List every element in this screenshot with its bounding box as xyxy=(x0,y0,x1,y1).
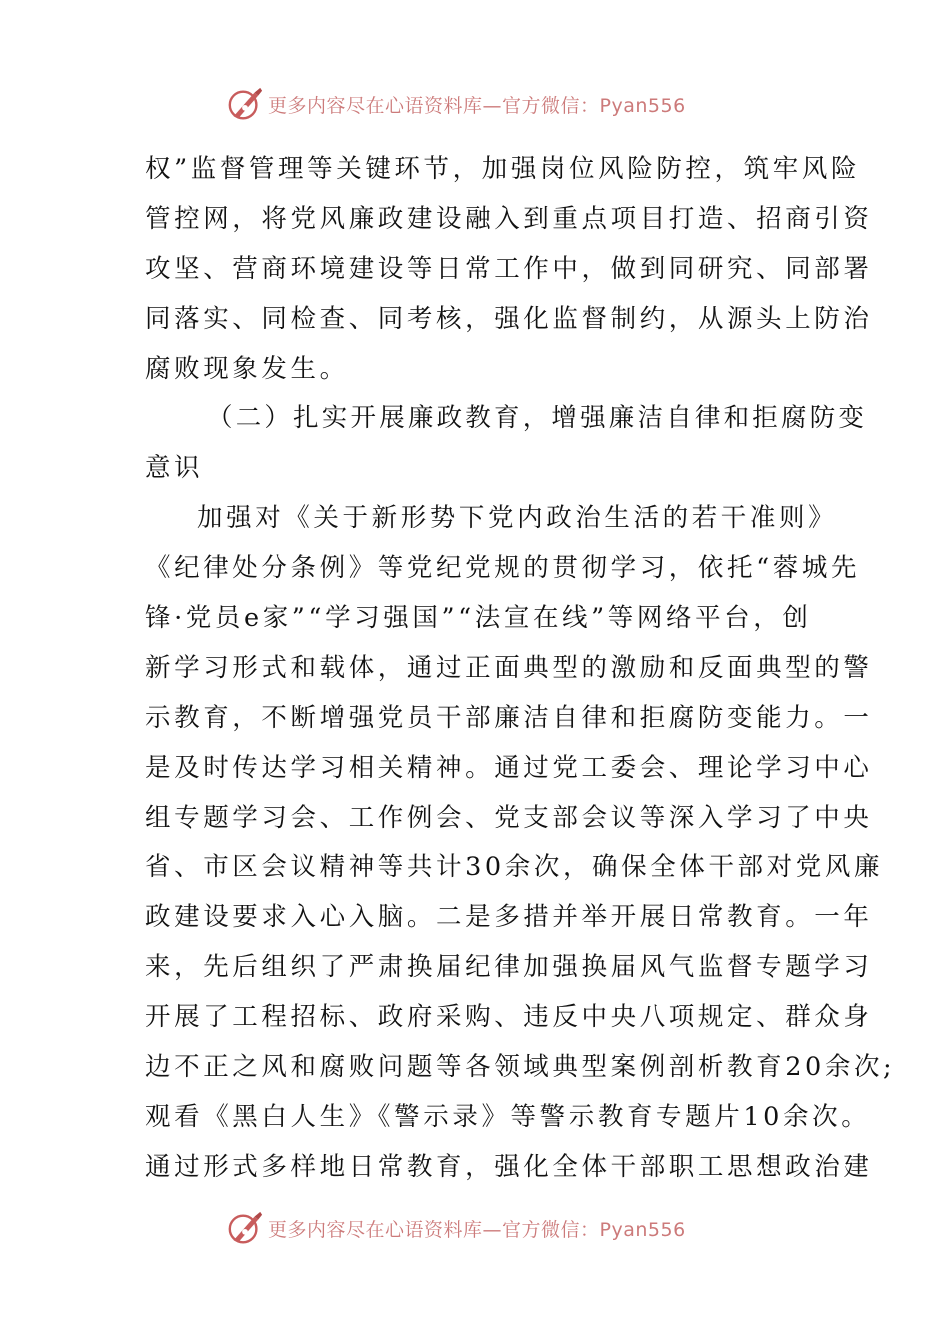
body-line: 通过形式多样地日常教育，强化全体干部职工思想政治建 xyxy=(145,1151,873,1182)
pen-logo-icon xyxy=(226,1209,264,1247)
header-watermark xyxy=(226,84,746,124)
paragraph-start: 加强对《关于新形势下党内政治生活的若干准则》 xyxy=(197,503,838,534)
body-line: 组专题学习会、工作例会、党支部会议等深入学习了中央 xyxy=(145,802,873,833)
watermark-text: 更多内容尽在心语资料库—官方微信：Pyan556 xyxy=(268,1218,686,1241)
body-line: 《纪律处分条例》等党纪党规的贯彻学习，依托“蓉城先 xyxy=(145,553,861,584)
section-heading: （二）扎实开展廉政教育，增强廉洁自律和拒腐防变 xyxy=(207,403,868,434)
pen-logo-icon xyxy=(226,85,264,123)
body-line: 开展了工程招标、政府采购、违反中央八项规定、群众身 xyxy=(145,1002,873,1033)
body-line: 新学习形式和载体，通过正面典型的激励和反面典型的警 xyxy=(145,652,873,683)
watermark-text: 更多内容尽在心语资料库—官方微信：Pyan556 xyxy=(268,94,686,117)
body-line: 示教育，不断增强党员干部廉洁自律和拒腐防变能力。一 xyxy=(145,702,873,733)
body-line: 来，先后组织了严肃换届纪律加强换届风气监督专题学习 xyxy=(145,952,873,983)
body-line: 观看《黑白人生》《警示录》等警示教育专题片10余次。 xyxy=(145,1101,871,1132)
body-line: 同落实、同检查、同考核，强化监督制约，从源头上防治 xyxy=(145,303,873,334)
body-line: 是及时传达学习相关精神。通过党工委会、理论学习中心 xyxy=(145,752,873,783)
body-line: 权”监督管理等关键环节，加强岗位风险防控，筑牢风险 xyxy=(145,154,861,184)
body-line: 政建设要求入心入脑。二是多措并举开展日常教育。一年 xyxy=(145,902,873,933)
section-heading-cont: 意识 xyxy=(145,453,204,484)
body-line: 锋·党员e家”“学习强国”“法宣在线”等网络平台，创 xyxy=(145,603,812,634)
document-body xyxy=(145,145,896,1193)
body-line: 腐败现象发生。 xyxy=(145,353,349,384)
body-line: 管控网，将党风廉政建设融入到重点项目打造、招商引资 xyxy=(145,203,873,234)
body-line: 省、市区会议精神等共计30余次，确保全体干部对党风廉 xyxy=(145,852,884,883)
footer-watermark xyxy=(226,1208,746,1248)
body-line: 边不正之风和腐败问题等各领域典型案例剖析教育20余次; xyxy=(145,1052,896,1083)
body-line: 攻坚、营商环境建设等日常工作中，做到同研究、同部署 xyxy=(145,253,873,284)
